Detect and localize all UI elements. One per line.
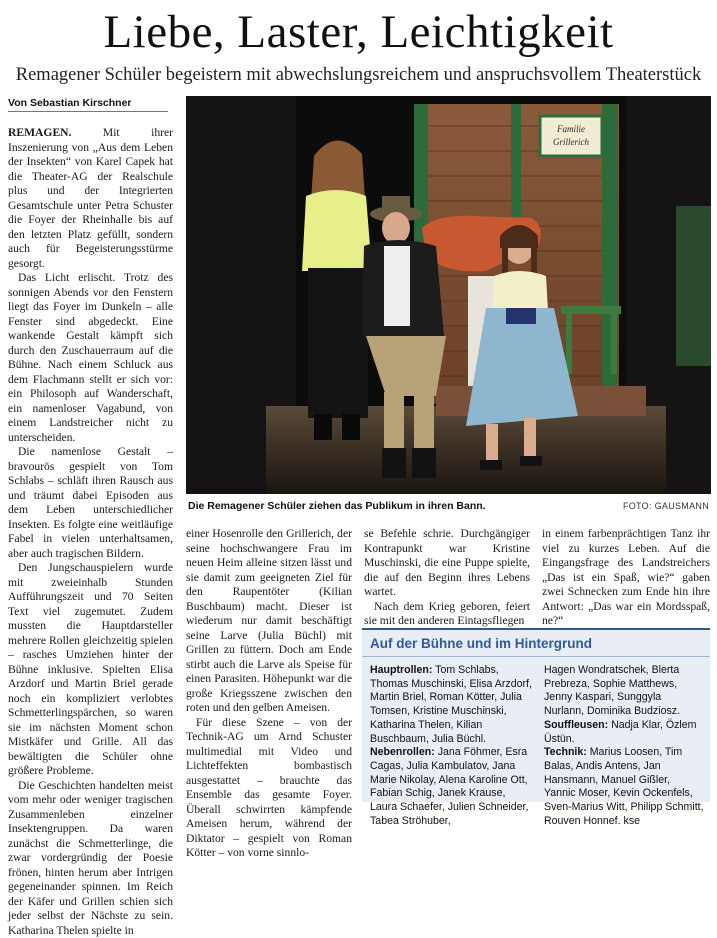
infobox-column-right bbox=[544, 664, 704, 828]
paragraph: Die namenlose Gestalt – bravourös gespielt von Tom Schlabs – schläft ihren Rausch aus und träumt dabei Episoden aus dem Leben unterschiedlicher Insekten. Es folgte eine weitläufige Fabel in vielen unterhaltsamen, aber auch tragischen Bildern. bbox=[8, 445, 173, 561]
infobox-rule bbox=[362, 656, 710, 657]
infobox-column-left bbox=[370, 664, 534, 828]
credits-label: Technik: bbox=[544, 746, 587, 758]
credits-names: Nadja Klar, Özlem Üstün. bbox=[544, 719, 696, 745]
sign-text-line-2: Grillerich bbox=[553, 137, 589, 147]
paragraph: se Befehle schrie. Durchgängiger Kontrapunkt war Kristine Muschinski, die eine Puppe spielte, die auf den Beginn ihres Lebens wartet. bbox=[364, 527, 530, 600]
byline-rule bbox=[8, 111, 168, 112]
credits-label: Hauptrollen: bbox=[370, 664, 432, 676]
paragraph: Die Geschichten handelten meist vom mehr oder weniger tragischen Zusammenleben einzelner Insektengruppen. Da waren zunächst die Schmetterlinge, die zwar vordergründig der Poesie frönen, hinten herum aber Intrigen gegeneinander spinnen. Im Reich der Käfer und Grillen schien sich jeder selbst der Nächste zu sein. Katharina Thelen spielte in bbox=[8, 779, 173, 938]
paragraph: Das Licht erlischt. Trotz des sonnigen Abends vor den Fenstern liegt das Foyer im Dunkeln – alle Fenster sind abgedeckt. Eine wankende Gestalt kämpft sich durch den Zuschauerraum auf die Bühne. Nach einem Schluck aus dem Flachmann stellt er sich vor: ein Philosoph auf Wanderschaft, ein namenloser Vagabund, von einem Landstreicher nicht zu unterscheiden. bbox=[8, 271, 173, 445]
photo-credit: FOTO: GAUSMANN bbox=[623, 501, 709, 511]
headline: Liebe, Laster, Leichtigkeit bbox=[0, 4, 717, 60]
paragraph: Für diese Szene – von der Technik-AG um Arnd Schuster multimedial mit Video und Lichteffekten bombastisch ausgestattet – brauchte das Ensemble das gesamte Foyer. Überall schwirrten kämpfende Ameisen herum, während der Diktator – gespielt von Roman Kötter – von vorne sinnlo- bbox=[186, 716, 352, 861]
article-column-3 bbox=[364, 527, 530, 629]
article-column-4 bbox=[542, 527, 710, 629]
paragraph bbox=[8, 126, 173, 271]
infobox-title: Auf der Bühne und im Hintergrund bbox=[370, 636, 592, 651]
credits-infobox bbox=[362, 628, 710, 802]
credits-label: Souffleusen: bbox=[544, 719, 608, 731]
paragraph-text: Mit ihrer Inszenierung von „Aus dem Leben der Insekten“ von Karel Capek hat die Theater-AG der Realschule plus und der Integrierten Gesamtschule unter Petra Schuster die Foyer der Rheinhalle bis auf den letzten Platz gefüllt, sondern auch für Begeisterungsstürme gesorgt. bbox=[8, 126, 173, 270]
stage-photo-illustration bbox=[186, 96, 711, 494]
credits-main-roles bbox=[370, 664, 534, 746]
credits-label: Nebenrollen: bbox=[370, 746, 435, 758]
credits-supporting-roles bbox=[370, 746, 534, 828]
stage-photo bbox=[186, 96, 711, 494]
credits-prompters bbox=[544, 719, 704, 746]
credits-names: Tom Schlabs, Thomas Muschinski, Elisa Arzdorf, Martin Briel, Roman Kötter, Julia Tomsen, Kristine Muschinski, Katharina Thelen, Kilian Buschbaum, Julia Büchl. bbox=[370, 664, 532, 745]
credits-technology bbox=[544, 746, 704, 828]
article-column-1 bbox=[8, 126, 173, 798]
author-initials: kse bbox=[624, 815, 641, 827]
paragraph: Den Jungschauspielern wurde mit zweieinhalb Stunden Aufführungszeit und 70 Seiten Text viel zugemutet. Zudem mussten die Hauptdarsteller mehrere Rollen gleichzeitig spielen – rasches Umziehen hinter der Bühne inklusive. Spielten Elisa Arzdorf und Martin Briel gerade noch ein kompliziert verlobtes Schmetterlingspärchen, so waren sie im nächsten Moment schon Mistkäfer und Grille. All das bewältigten die Schüler ohne größere Probleme. bbox=[8, 561, 173, 779]
credits-supporting-roles-cont: Hagen Wondratschek, Blerta Prebreza, Sophie Matthews, Jenny Kaspari, Sunggyla Nurlann, Dominika Budziosz. bbox=[544, 664, 704, 719]
credits-names: Jana Föhmer, Esra Cagas, Julia Kambulatov, Jana Marie Nikolay, Alena Karoline Ott, Fabian Schig, Janek Krause, Laura Schaefer, Julien Schneider, Tabea Ströhuber, bbox=[370, 746, 528, 827]
byline: Von Sebastian Kirschner bbox=[8, 97, 132, 109]
photo-caption: Die Remagener Schüler ziehen das Publikum in ihren Bann. bbox=[188, 500, 528, 512]
article-column-2 bbox=[186, 527, 352, 799]
paragraph: in einem farbenprächtigen Tanz ihr viel zu kurzes Leben. Auf die Eingangsfrage des Landstreichers „Das ist ein Spaß, wie?“ gaben zwei Schnecken zum Ende hin ihre Antwort: „Das war ein Mordsspaß, ne?“ bbox=[542, 527, 710, 629]
paragraph: Nach dem Krieg geboren, feiert sie mit den anderen Eintagsfliegen bbox=[364, 600, 530, 629]
subheadline: Remagener Schüler begeistern mit abwechslungsreichem und anspruchsvollem Theaterstück bbox=[0, 64, 717, 86]
dateline: REMAGEN. bbox=[8, 126, 71, 139]
sign-text-line-1: Familie bbox=[556, 124, 585, 134]
credits-names: Marius Loosen, Tim Balas, Andis Antens, Jan Hansmann, Manuel Gißler, Yannic Moser, Kevin Ockenfels, Sven-Marius Witt, Philipp Schmitt, Rouven Honnef. bbox=[544, 746, 704, 827]
paragraph: einer Hosenrolle den Grillerich, der seine hochschwangere Frau im neuen Heim alleine sitzen lässt und sie damit zum geeigneten Ziel für den Raupentöter (Kilian Buschbaum) macht. Dieser ist wiederum nur damit beschäftigt seine Larve (Julia Büchl) mit Grillen zu füttern. Doch am Ende stirbt auch die Larve als Speise für einen Parasiten. Höhepunkt war die große Kriegsszene zwischen den roten und den gelben Ameisen. bbox=[186, 527, 352, 716]
